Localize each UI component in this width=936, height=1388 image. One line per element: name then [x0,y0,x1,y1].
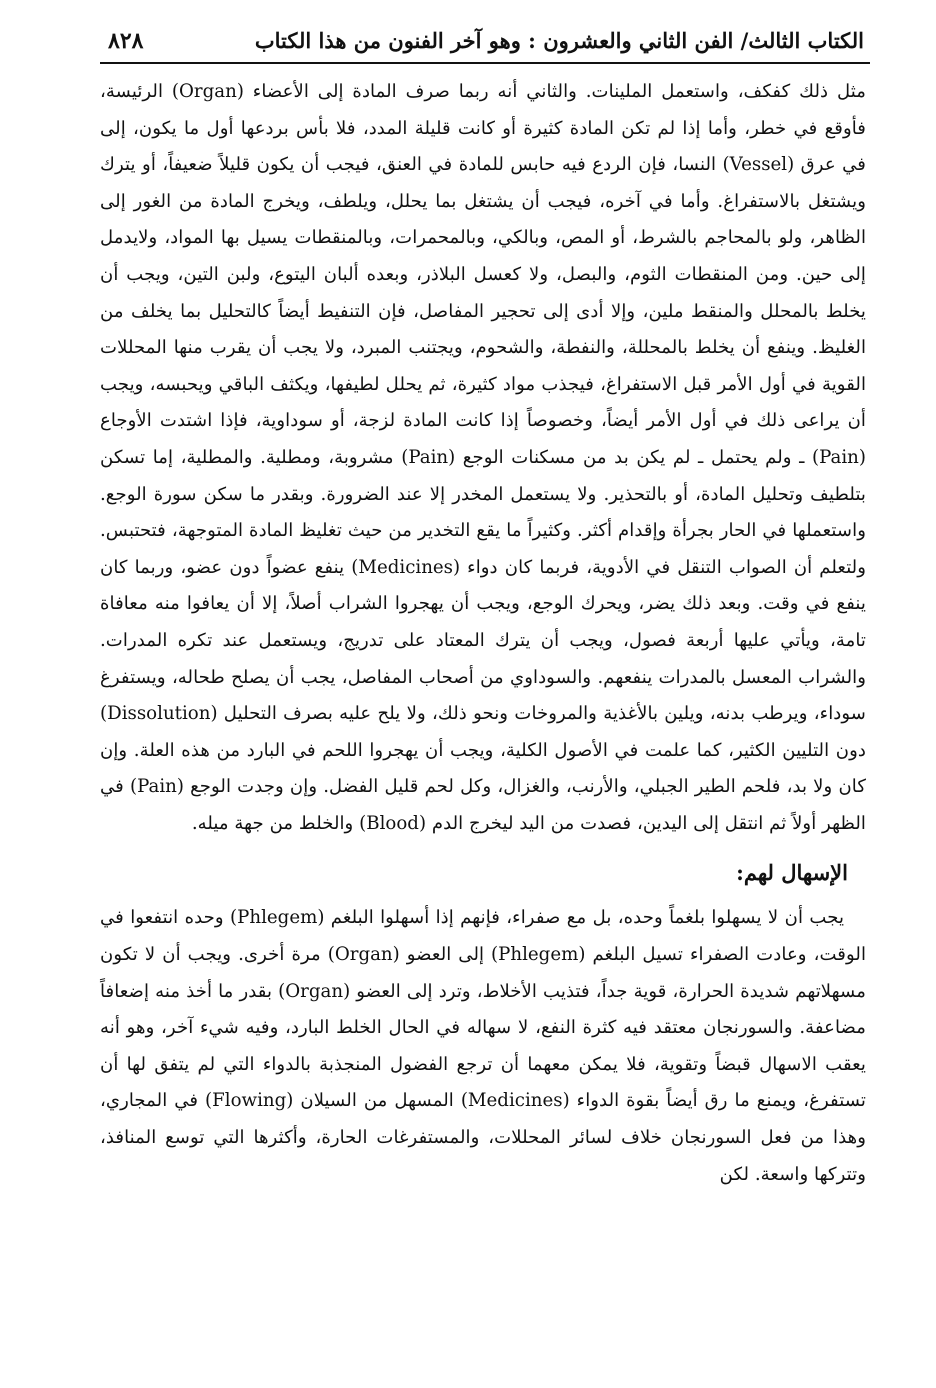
body-paragraph-2: يجب أن لا يسهلوا بلغماً وحده، بل مع صفراء، فإنهم إذا أسهلوا البلغم (Phlegem) وحده انتفعوا في الوقت، وعادت الصفراء تسيل البلغم (Phlegem) إلى العضو (Organ) مرة أخرى. ويجب أن لا تكون مسهلاتهم شديدة الحرارة، قوية جداً، فتذيب الأخلاط، وترد إلى العضو (Organ) بقدر ما أخذ منه إضعافاً مضاعفة. والسورنجان معتقد فيه كثرة النفع، لا سهاله في الحال الخلط البارد، وفيه شيء آخر، وهو أنه يعقب الاسهال قبضاً وتقوية، فلا يمكن معهما أن ترجع الفضول المنجذبة بالدواء التي لم يتفق لها أن تستفرغ، ويمنع ما رق أيضاً بقوة الدواء (Medicines) المسهل من السيلان (Flowing) في المجاري، وهذا من فعل السورنجان خلاف لسائر المحللات، والمستفرغات الحارة، وأكثرها التي توسع المنافذ، وتتركها واسعة. لكن [100,907,866,1185]
running-header [100,28,870,62]
body-paragraph-1: مثل ذلك كفكف، واستعمل الملينات. والثاني أنه ربما صرف المادة إلى الأعضاء (Organ) الرئيسة، فأوقع في خطر، وأما إذا لم تكن المادة كثيرة أو كانت قليلة المدد، فلا بأس بردعها أول ما يكون، إلى في عرق (Vessel) النسا، فإن الردع فيه حابس للمادة في العنق، فيجب أن يكون قليلاً ضعيفاً، أو يترك ويشتغل بالاستفراغ. وأما في آخره، فيجب أن يشتغل بما يحلل، ويلطف، ويخرج المادة من الغور إلى الظاهر، ولو بالمحاجم بالشرط، أو المص، وبالكي، وبالمحمرات، وبالمنقطات يسيل بها المواد، ولايدمل إلى حين. ومن المنقطات الثوم، والبصل، ولا كعسل البلاذر، وبعده ألبان اليتوع، ولبن التين، ويجب أن يخلط بالمحلل والمنقط ملين، وإلا أدى إلى تحجير المفاصل، فإن التنفيط أيضاً كالتحليل بما يخلف من الغليظ. وينفع أن يخلط بالمحللة، والنفطة، والشحوم، ويجتنب المبرد، ولا يجب أن يقرب منها المحللات القوية في أول الأمر قبل الاستفراغ، فيجذب مواد كثيرة، ثم يحلل لطيفها، ويكثف الباقي ويحبسه، ويجب أن يراعى ذلك في أول الأمر أيضاً، وخصوصاً إذا كانت المادة لزجة، أو سوداوية، فإذا اشتدت الأوجاع (Pain) ـ ولم يحتمل ـ لم يكن بد من مسكنات الوجع (Pain) مشروبة، ومطلية. والمطلية، إما تسكن بتلطيف وتحليل المادة، أو بالتحذير. ولا يستعمل المخدر إلا عند الضرورة. وبقدر ما سكن سورة الوجع. واستعملها في الحار بجرأة وإقدام أكثر. وكثيراً ما يقع التخدير من حيث تغليظ المادة المتوجهة، فتحتبس. ولتعلم أن الصواب التنقل في الأدوية، فربما كان دواء (Medicines) ينفع عضواً دون عضو، وربما كان ينفع في وقت. وبعد ذلك يضر، ويحرك الوجع، ويجب أن يهجروا الشراب أصلاً، إلا أن يعافوا منه معافاة تامة، ويأتي عليها أربعة فصول، ويجب أن يترك المعتاد على تدريج، ويستعمل عند تكره المدرات. والشراب المعسل بالمدرات ينفعهم. والسوداوي من أصحاب المفاصل، يجب أن يصلح طحاله، ويستفرغ سوداء، ويرطب بدنه، ويلين بالأغذية والمروخات ونحو ذلك، ولا يلح عليه بصرف التحليل (Dissolution) دون التليين الكثير، كما علمت في الأصول الكلية، ويجب أن يهجروا اللحم في البارد من هذه العلة. وإن كان ولا بد، فلحم الطير الجبلي، والأرنب، والغزال، وكل لحم قليل الفضل. وإن وجدت الوجع (Pain) في الظهر أولاً ثم انتقل إلى اليدين، فصدت من اليد ليخرج الدم (Blood) والخلط من جهة ميله. [100,81,867,834]
running-title: الكتاب الثالث/ الفن الثاني والعشرون : وهو آخر الفنون من هذا الكتاب [254,28,864,53]
header-rule [100,62,870,64]
page-number: ٨٢٨ [108,28,144,54]
section-heading: الإسهال لهم: [736,860,848,886]
